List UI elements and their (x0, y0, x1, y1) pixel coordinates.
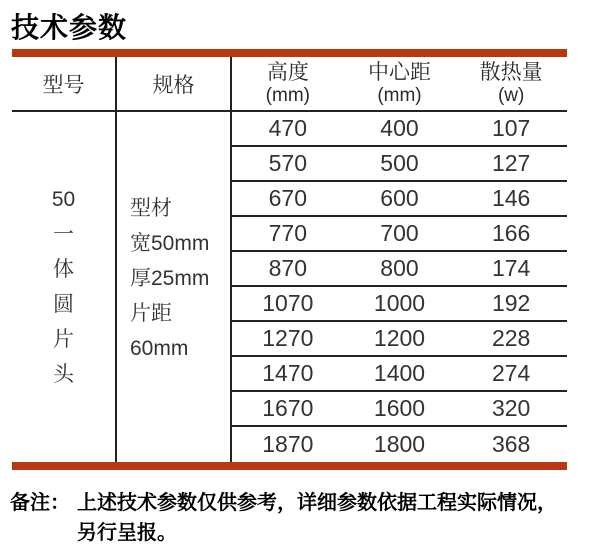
spec-line: 60mm (130, 336, 189, 360)
cell-height: 570 (232, 147, 344, 182)
page-title: 技术参数 (11, 12, 128, 43)
cell-center: 700 (344, 217, 456, 252)
cell-heat: 368 (491, 431, 531, 457)
cell-height: 1670 (232, 392, 344, 427)
header-heat-output-name: 散热量 (479, 60, 543, 84)
technical-parameters-table (12, 49, 567, 470)
cell-heat: 320 (455, 392, 567, 427)
cell-height: 1070 (232, 287, 344, 322)
header-center-distance (344, 57, 456, 112)
model-char: 片 (53, 328, 74, 351)
cell-heat: 127 (455, 147, 567, 182)
model-char: 体 (53, 258, 74, 281)
cell-center: 1800 (373, 431, 426, 457)
cell-heat: 192 (455, 287, 567, 322)
header-heat-output-unit: (w) (497, 84, 525, 106)
cell-height: 770 (232, 217, 344, 252)
cell-heat: 174 (455, 252, 567, 287)
header-height-unit: (mm) (265, 84, 310, 106)
cell-center: 800 (344, 252, 456, 287)
cell-heat: 274 (455, 357, 567, 392)
cell-center: 1600 (344, 392, 456, 427)
header-heat-output (455, 57, 567, 112)
cell-height: 870 (232, 252, 344, 287)
table-bottom-accent-bar (12, 462, 567, 470)
table-top-accent-bar (12, 49, 567, 57)
model-char: 50 (51, 188, 76, 211)
model-char: 头 (53, 363, 74, 386)
cell-center: 600 (344, 182, 456, 217)
remark-line-1: 上述技术参数仅供参考，详细参数依据工程实际情况， (77, 492, 557, 514)
cell-center: 1400 (344, 357, 456, 392)
cell-height: 470 (232, 112, 344, 147)
cell-heat: 107 (455, 112, 567, 147)
header-spec: 规格 (117, 57, 232, 112)
spec-line: 片距 (130, 301, 172, 325)
remark-line-2: 另行呈报。 (77, 522, 177, 544)
model-cell (12, 112, 117, 462)
cell-height: 1270 (232, 322, 344, 357)
cell-height: 670 (232, 182, 344, 217)
header-center-distance-unit: (mm) (377, 84, 422, 106)
header-model: 型号 (12, 57, 117, 112)
remark-label: 备注： (10, 492, 70, 514)
cell-heat: 146 (455, 182, 567, 217)
model-char: 圆 (53, 293, 74, 316)
table-grid (12, 57, 567, 462)
spec-line: 厚25mm (130, 266, 210, 290)
cell-heat: 228 (455, 322, 567, 357)
cell-heat: 166 (455, 217, 567, 252)
spec-line: 宽50mm (130, 231, 210, 255)
cell-height: 1870 (262, 431, 314, 457)
cell-height: 1470 (232, 357, 344, 392)
cell-center: 400 (344, 112, 456, 147)
cell-center: 500 (344, 147, 456, 182)
spec-line: 型材 (130, 196, 172, 220)
header-height-name: 高度 (266, 60, 309, 84)
cell-center: 1000 (344, 287, 456, 322)
header-center-distance-name: 中心距 (367, 60, 431, 84)
spec-cell (117, 112, 232, 462)
remark-note (10, 488, 557, 548)
cell-center: 1200 (344, 322, 456, 357)
remark-text (77, 488, 557, 548)
model-char: 一 (53, 223, 74, 246)
header-height (232, 57, 344, 112)
